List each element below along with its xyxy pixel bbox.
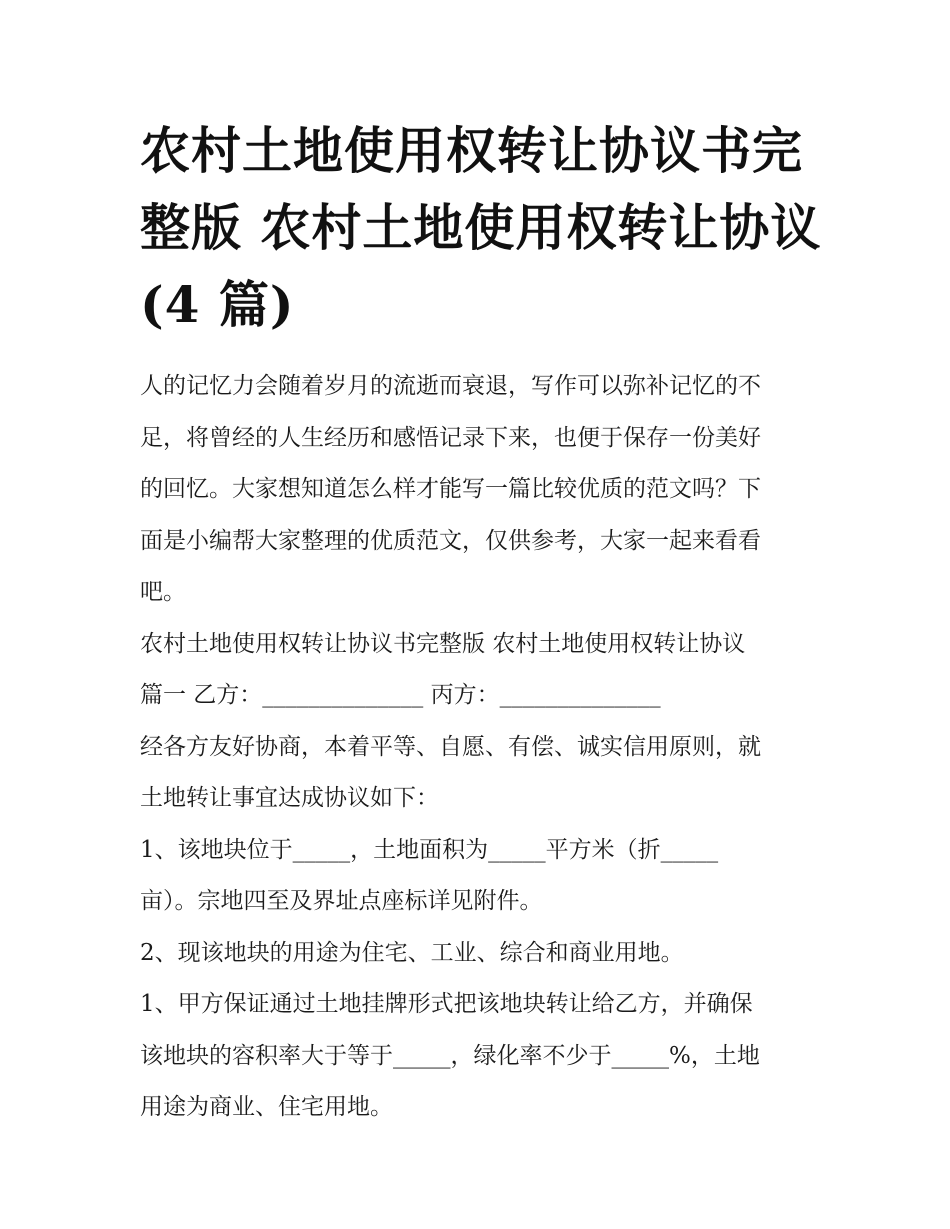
clause-1-line-2: 亩）。宗地四至及界址点座标详见附件。 xyxy=(140,888,543,914)
preamble-line-1: 经各方友好协商，本着平等、自愿、有偿、诚实信用原则，就 xyxy=(140,733,761,760)
clause-3-line-3: 用途为商业、住宅用地。 xyxy=(140,1094,393,1120)
preamble-line-2: 土地转让事宜达成协议如下： xyxy=(140,785,439,811)
title-line-1: 农村土地使用权转让协议书完 xyxy=(140,121,803,180)
document-page xyxy=(140,112,820,1134)
intro-line-5: 吧。 xyxy=(140,579,186,605)
intro-line-2: 足，将曾经的人生经历和感悟记录下来，也便于保存一份美好 xyxy=(140,424,761,451)
intro-line-1: 人的记忆力会随着岁月的流逝而衰退，写作可以弥补记忆的不 xyxy=(140,373,761,399)
document-title xyxy=(140,112,820,343)
parties-line: 篇一 乙方：______________ 丙方：______________ xyxy=(140,682,661,708)
document-body xyxy=(140,361,820,1134)
section-heading-line-1: 农村土地使用权转让协议书完整版 农村土地使用权转让协议 xyxy=(140,630,746,657)
title-line-2: 整版 农村土地使用权转让协议 xyxy=(140,198,822,257)
intro-line-3: 的回忆。大家想知道怎么样才能写一篇比较优质的范文吗？下 xyxy=(140,476,761,502)
clause-3-line-2: 该地块的容积率大于等于_____，绿化率不少于_____%，土地 xyxy=(140,1042,760,1069)
title-line-3: (4 篇) xyxy=(140,275,295,334)
clause-1-line-1: 1、该地块位于_____，土地面积为_____平方米（折_____ xyxy=(140,836,719,863)
intro-line-4: 面是小编帮大家整理的优质范文，仅供参考，大家一起来看看 xyxy=(140,527,761,554)
clause-3-line-1: 1、甲方保证通过土地挂牌形式把该地块转让给乙方，并确保 xyxy=(140,991,753,1017)
clause-2-line: 2、现该地块的用途为住宅、工业、综合和商业用地。 xyxy=(140,939,684,966)
